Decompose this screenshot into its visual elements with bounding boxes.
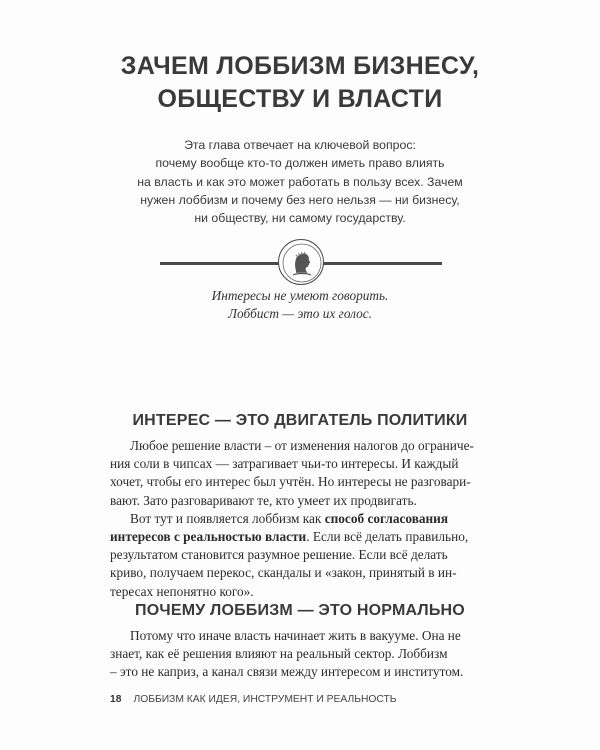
chapter-title xyxy=(60,50,540,116)
lead-line: ни обществу, ни самому государству. xyxy=(194,211,406,226)
body-line: результатом становится разумное решение. Если всё делать xyxy=(110,547,448,563)
body-line: криво, получаем перекос, скандалы и «закон, принятый в ин- xyxy=(110,565,457,581)
chapter-title-line: ОБЩЕСТВУ И ВЛАСТИ xyxy=(157,85,443,113)
lead-line: Эта глава отвечает на ключевой вопрос: xyxy=(184,138,416,152)
classical-profile-portrait-icon xyxy=(278,239,324,285)
body-line: тересах непонятно кого». xyxy=(110,583,254,599)
body-line xyxy=(110,528,488,546)
body-line: – это не каприз, а канал связи между интересом и институтом. xyxy=(110,664,464,680)
running-title: ЛОББИЗМ КАК ИДЕЯ, ИНСТРУМЕНТ И РЕАЛЬНОСТЬ xyxy=(133,694,397,705)
lead-line: почему вообще кто-то должен иметь право влиять xyxy=(155,156,445,171)
lead-line: нужен лоббизм и почему без него нельзя — ни бизнесу, xyxy=(140,192,460,207)
section-heading: ИНТЕРЕС — ЭТО ДВИГАТЕЛЬ ПОЛИТИКИ xyxy=(132,412,468,429)
chapter-title-line: ЗАЧЕМ ЛОББИЗМ БИЗНЕСУ, xyxy=(120,52,480,80)
body-line: Любое решение власти – от изменения налогов до ограниче- xyxy=(130,438,474,453)
lead-line: на власть и как это может работать в пользу всех. Зачем xyxy=(137,174,463,189)
bold-emphasis: интересов с реальностью власти xyxy=(110,529,307,545)
quote-line: Интересы не умеют говорить. xyxy=(211,288,389,303)
body-line: знает, как её решения влияют на реальный сектор. Лоббизм xyxy=(110,646,448,662)
body-line: ния соли в чипсах — затрагивает чьи-то интересы. И каждый xyxy=(110,456,459,472)
epigraph-quote xyxy=(140,287,460,323)
body-text-run: . Если всё делать правильно, xyxy=(306,529,469,545)
page-number: 18 xyxy=(110,694,122,705)
quote-line: Лоббист — это их голос. xyxy=(228,306,372,321)
body-line: Потому что иначе власть начинает жить в вакууме. Она не xyxy=(130,628,461,643)
section-body xyxy=(110,627,488,682)
body-text-run: Вот тут и появляется лоббизм как xyxy=(130,510,325,526)
body-line: вают. Зато разговаривают те, кто умеет их продвигать. xyxy=(110,492,417,508)
chapter-lead xyxy=(120,136,480,227)
section-body xyxy=(110,437,488,601)
body-line: хочет, чтобы его интерес был учтён. Но интересы не разговари- xyxy=(110,474,471,490)
body-line xyxy=(110,510,488,528)
bold-emphasis: способ согласования xyxy=(324,510,449,526)
page-footer xyxy=(110,693,510,707)
section-heading: ПОЧЕМУ ЛОББИЗМ — ЭТО НОРМАЛЬНО xyxy=(135,602,465,619)
